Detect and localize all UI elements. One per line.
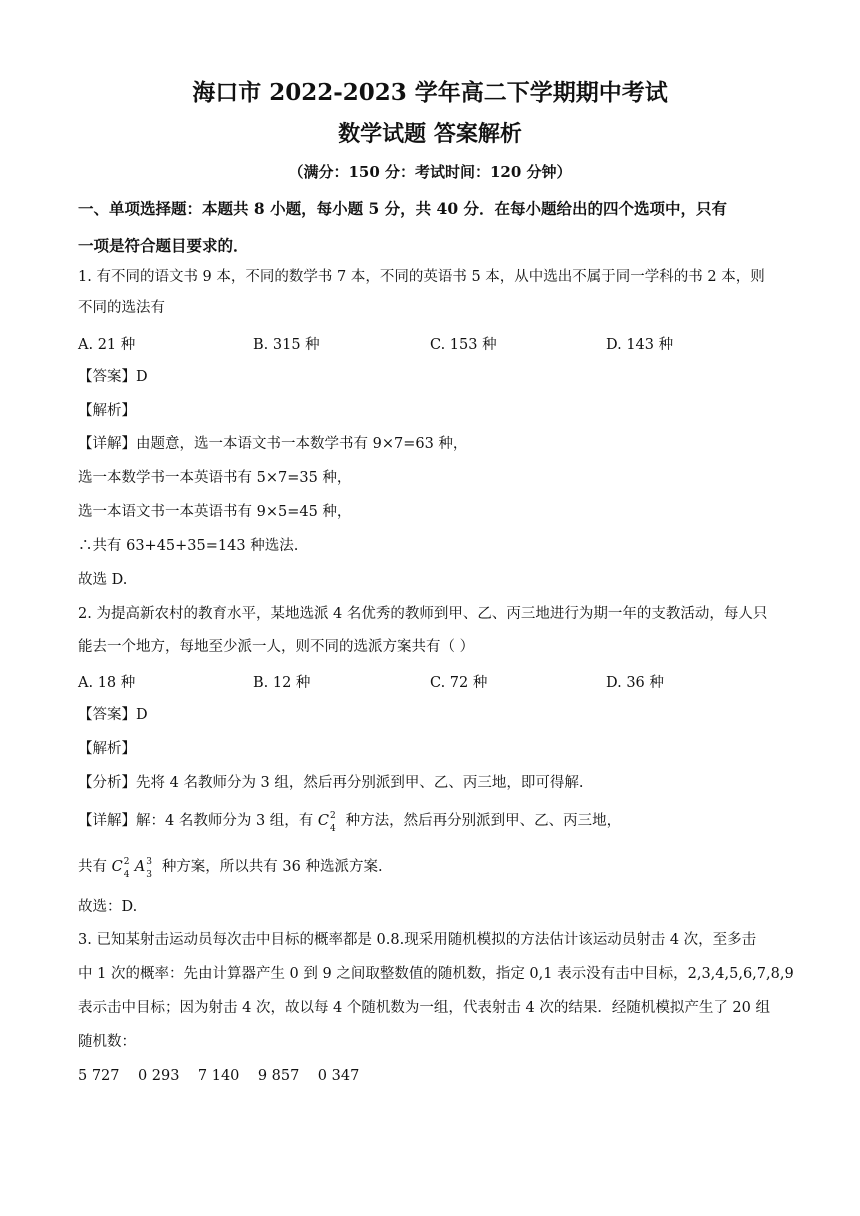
q1-conclusion: 故选 D. [78, 572, 128, 588]
q2-detail-part-a: 【详解】解：4 名教师分为 3 组，有 [78, 813, 314, 829]
q1-analysis: 【解析】 [78, 403, 136, 419]
q1-option-d: D. 143 种 [606, 337, 674, 353]
q3-stem-line2: 中 1 次的概率：先由计算器产生 0 到 9 之间取整数值的随机数，指定 0,1 表示没有击中目标，2,3,4,5,6,7,8,9 [78, 966, 794, 982]
q2-option-d: D. 36 种 [606, 675, 664, 691]
q2-conclusion: 故选：D. [78, 899, 138, 915]
q1-stem-line1: 1. 有不同的语文书 9 本，不同的数学书 7 本，不同的英语书 5 本，从中选出不属于同一学科的书 2 本，则 [78, 269, 765, 285]
section-heading-line1: 一、单项选择题：本题共 8 小题，每小题 5 分，共 40 分．在每小题给出的四个选项中，只有 [78, 199, 728, 218]
q2-fenxi: 【分析】先将 4 名教师分为 3 组，然后再分别派到甲、乙、丙三地，即可得解. [78, 775, 584, 791]
q1-option-c: C. 153 种 [430, 337, 497, 353]
q2-option-c: C. 72 种 [430, 675, 488, 691]
q2-detail-line [78, 811, 788, 834]
q2-option-b: B. 12 种 [253, 675, 311, 691]
q3-stem-line4: 随机数： [78, 1034, 136, 1050]
q1-detail-line2: 选一本数学书一本英语书有 5×7=35 种， [78, 470, 352, 486]
q2-total-line [78, 857, 788, 880]
q1-detail-line4: ∴共有 63+45+35=143 种选法. [78, 538, 299, 554]
combination-arrangement-formula: C 2 4 A 3 3 [111, 857, 152, 880]
page-subtitle: 数学试题 答案解析 [338, 121, 522, 147]
q1-stem-line2: 不同的选法有 [78, 300, 165, 316]
q2-stem-line1: 2. 为提高新农村的教育水平，某地选派 4 名优秀的教师到甲、乙、丙三地进行为期一年的支教活动，每人只 [78, 606, 768, 622]
section-heading-line2: 一项是符合题目要求的． [78, 236, 249, 255]
q1-detail-line1: 【详解】由题意，选一本语文书一本数学书有 9×7=63 种， [78, 436, 468, 452]
q2-stem-line2: 能去一个地方，每地至少派一人，则不同的选派方案共有（ ） [78, 639, 475, 655]
q1-detail-line3: 选一本语文书一本英语书有 9×5=45 种， [78, 504, 352, 520]
exam-meta: （满分：150 分：考试时间：120 分钟） [288, 163, 572, 181]
q2-analysis: 【解析】 [78, 741, 136, 757]
q1-answer: 【答案】D [78, 369, 148, 385]
combination-formula: C 2 4 [317, 811, 336, 834]
page-title: 海口市 2022-2023 学年高二下学期期中考试 [192, 79, 668, 106]
q2-option-a: A. 18 种 [78, 675, 136, 691]
q3-stem-line1: 3. 已知某射击运动员每次击中目标的概率都是 0.8.现采用随机模拟的方法估计该运动员射击 4 次，至多击 [78, 932, 757, 948]
q2-detail-part-b: 种方法，然后再分别派到甲、乙、丙三地， [345, 813, 622, 829]
q3-stem-line3: 表示击中目标；因为射击 4 次，故以每 4 个随机数为一组，代表射击 4 次的结果．经随机模拟产生了 20 组 [78, 1000, 770, 1016]
q3-random-numbers: 5 727 0 293 7 140 9 857 0 347 [78, 1068, 360, 1084]
q2-total-part-b: 种方案，所以共有 36 种选派方案. [161, 859, 383, 875]
q1-option-b: B. 315 种 [253, 337, 320, 353]
q2-answer: 【答案】D [78, 707, 148, 723]
q1-option-a: A. 21 种 [78, 337, 136, 353]
q2-total-part-a: 共有 [78, 859, 107, 875]
